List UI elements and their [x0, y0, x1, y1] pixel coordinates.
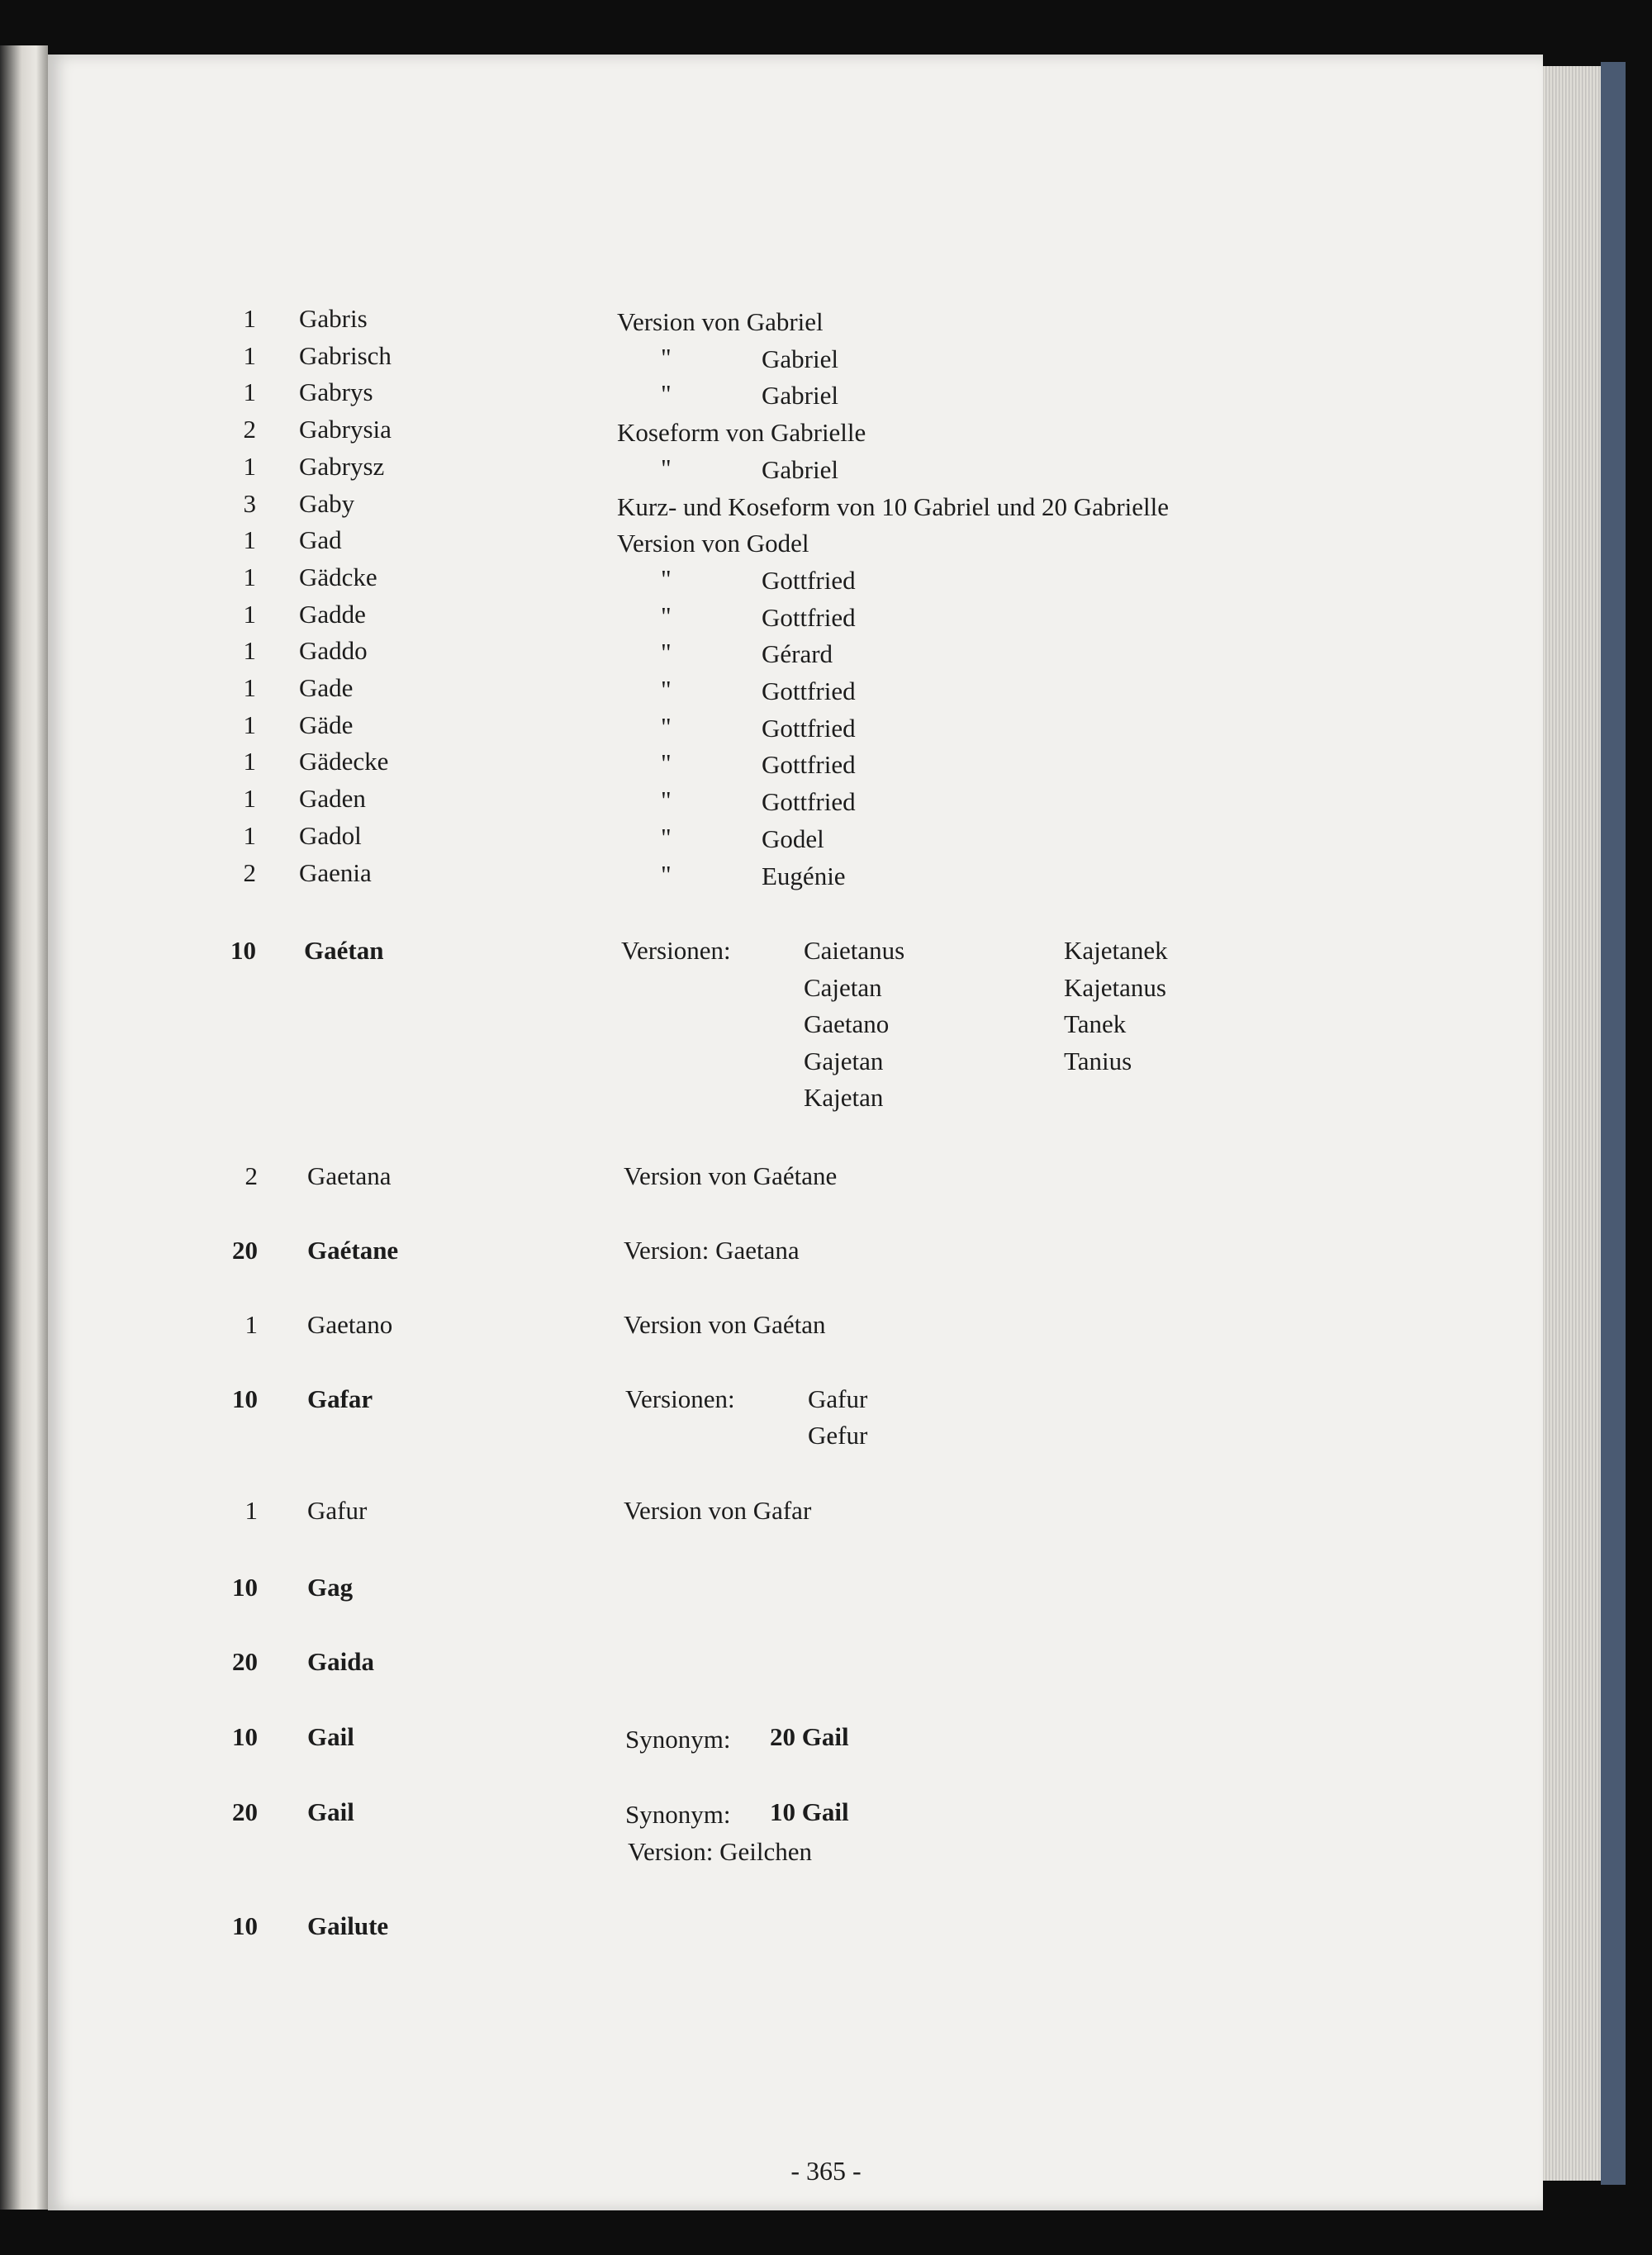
entry-name: Gaden	[299, 784, 366, 813]
entry-description: Version von Gaétan	[624, 1310, 826, 1339]
version-item: Cajetan	[804, 973, 882, 1002]
entry-name: Gad	[299, 525, 342, 554]
entry-name: Gaby	[299, 489, 355, 518]
ditto-mark: "	[661, 675, 672, 704]
entry-description: Version: Geilchen	[628, 1837, 812, 1866]
synonym-label: Synonym:	[625, 1800, 731, 1829]
entry-count: 1	[243, 377, 256, 406]
entry-count: 1	[243, 563, 256, 591]
entry-name: Gaddo	[299, 636, 368, 665]
entry-count: 1	[243, 673, 256, 702]
entry-name: Gaetana	[307, 1161, 392, 1190]
entry-description: Eugénie	[762, 862, 846, 890]
entry-count: 1	[243, 747, 256, 776]
entry-description: Version von Godel	[617, 529, 809, 558]
entry-count: 3	[243, 489, 256, 518]
entry-count: 1	[244, 1310, 258, 1339]
version-item: Kajetan	[804, 1083, 884, 1112]
entry-name: Gaida	[307, 1647, 374, 1676]
ditto-mark: "	[661, 638, 672, 667]
ditto-mark: "	[661, 823, 672, 852]
entry-description: Koseform von Gabrielle	[617, 418, 866, 447]
ditto-mark: "	[661, 379, 672, 408]
entry-name: Gaetano	[307, 1310, 393, 1339]
entry-description: Kurz- und Koseform von 10 Gabriel und 20 Gabrielle	[617, 492, 1170, 521]
version-item: Kajetanus	[1064, 973, 1166, 1002]
entry-description: Gottfried	[762, 750, 856, 779]
entry-count: 20	[232, 1236, 258, 1265]
entry-description: Version von Gafar	[624, 1496, 812, 1525]
version-item: Tanius	[1064, 1047, 1132, 1075]
entry-description: Gabriel	[762, 344, 838, 373]
ditto-mark: "	[661, 453, 672, 482]
entry-description: Version: Gaetana	[624, 1236, 800, 1265]
synonym-value: 10 Gail	[770, 1797, 849, 1826]
entry-count: 1	[243, 525, 256, 554]
entry-name: Gail	[307, 1797, 354, 1826]
version-item: Caietanus	[804, 936, 905, 965]
entry-name: Gabrys	[299, 377, 373, 406]
entry-name: Gädecke	[299, 747, 389, 776]
entry-description: Gottfried	[762, 714, 856, 743]
version-item: Gajetan	[804, 1047, 884, 1075]
left-page-edge	[0, 45, 48, 2210]
entry-name: Gäde	[299, 710, 354, 739]
synonym-label: Synonym:	[625, 1725, 731, 1754]
version-item: Gefur	[808, 1421, 868, 1450]
version-item: Gafur	[808, 1384, 868, 1413]
entry-name: Gafar	[307, 1384, 373, 1413]
entry-count: 1	[243, 821, 256, 850]
entry-name: Gade	[299, 673, 354, 702]
version-item: Gaetano	[804, 1009, 890, 1038]
entry-name: Gaétane	[307, 1236, 399, 1265]
entry-description: Gottfried	[762, 787, 856, 816]
entry-name: Gabrysia	[299, 415, 392, 444]
entry-name: Gaétan	[304, 936, 384, 965]
entry-count: 1	[243, 304, 256, 333]
entry-name: Gabrysz	[299, 452, 385, 481]
ditto-mark: "	[661, 786, 672, 814]
entry-name: Gabris	[299, 304, 368, 333]
entry-count: 2	[243, 858, 256, 887]
entry-count: 1	[243, 636, 256, 665]
ditto-mark: "	[661, 712, 672, 741]
entry-count: 2	[244, 1161, 258, 1190]
entry-name: Gadol	[299, 821, 362, 850]
entry-name: Gädcke	[299, 563, 377, 591]
entry-name: Gaenia	[299, 858, 372, 887]
book-page	[48, 55, 1543, 2210]
entry-count: 10	[230, 936, 256, 965]
entry-description: Gabriel	[762, 381, 838, 410]
entry-name: Gabrisch	[299, 341, 392, 370]
entry-name: Gafur	[307, 1496, 368, 1525]
entry-count: 1	[243, 452, 256, 481]
entry-name: Gag	[307, 1573, 354, 1602]
entry-count: 1	[243, 710, 256, 739]
ditto-mark: "	[661, 343, 672, 372]
entry-name: Gadde	[299, 600, 366, 629]
entry-count: 10	[232, 1384, 258, 1413]
entry-name: Gail	[307, 1722, 354, 1751]
entry-description: Godel	[762, 824, 824, 853]
entry-description: Gottfried	[762, 603, 856, 632]
page-edges	[1543, 66, 1601, 2181]
ditto-mark: "	[661, 748, 672, 777]
synonym-value: 20 Gail	[770, 1722, 849, 1751]
entry-count: 10	[232, 1911, 258, 1940]
ditto-mark: "	[661, 564, 672, 593]
entry-description: Gottfried	[762, 676, 856, 705]
entry-count: 1	[243, 600, 256, 629]
entry-count: 1	[243, 341, 256, 370]
entry-description: Gérard	[762, 639, 833, 668]
ditto-mark: "	[661, 860, 672, 889]
version-item: Kajetanek	[1064, 936, 1168, 965]
entry-description: Gottfried	[762, 566, 856, 595]
versions-label: Versionen:	[625, 1384, 735, 1413]
ditto-mark: "	[661, 601, 672, 630]
entry-count: 2	[243, 415, 256, 444]
book-cover	[1601, 62, 1626, 2185]
entry-description: Gabriel	[762, 455, 838, 484]
entry-count: 1	[243, 784, 256, 813]
entry-description: Version von Gaétane	[624, 1161, 838, 1190]
entry-name: Gailute	[307, 1911, 389, 1940]
entry-count: 1	[244, 1496, 258, 1525]
entry-description: Version von Gabriel	[617, 307, 824, 336]
version-item: Tanek	[1064, 1009, 1127, 1038]
entry-count: 20	[232, 1647, 258, 1676]
page-number: - 365 -	[790, 2156, 862, 2186]
entry-count: 20	[232, 1797, 258, 1826]
entry-count: 10	[232, 1573, 258, 1602]
entry-count: 10	[232, 1722, 258, 1751]
versions-label: Versionen:	[621, 936, 731, 965]
